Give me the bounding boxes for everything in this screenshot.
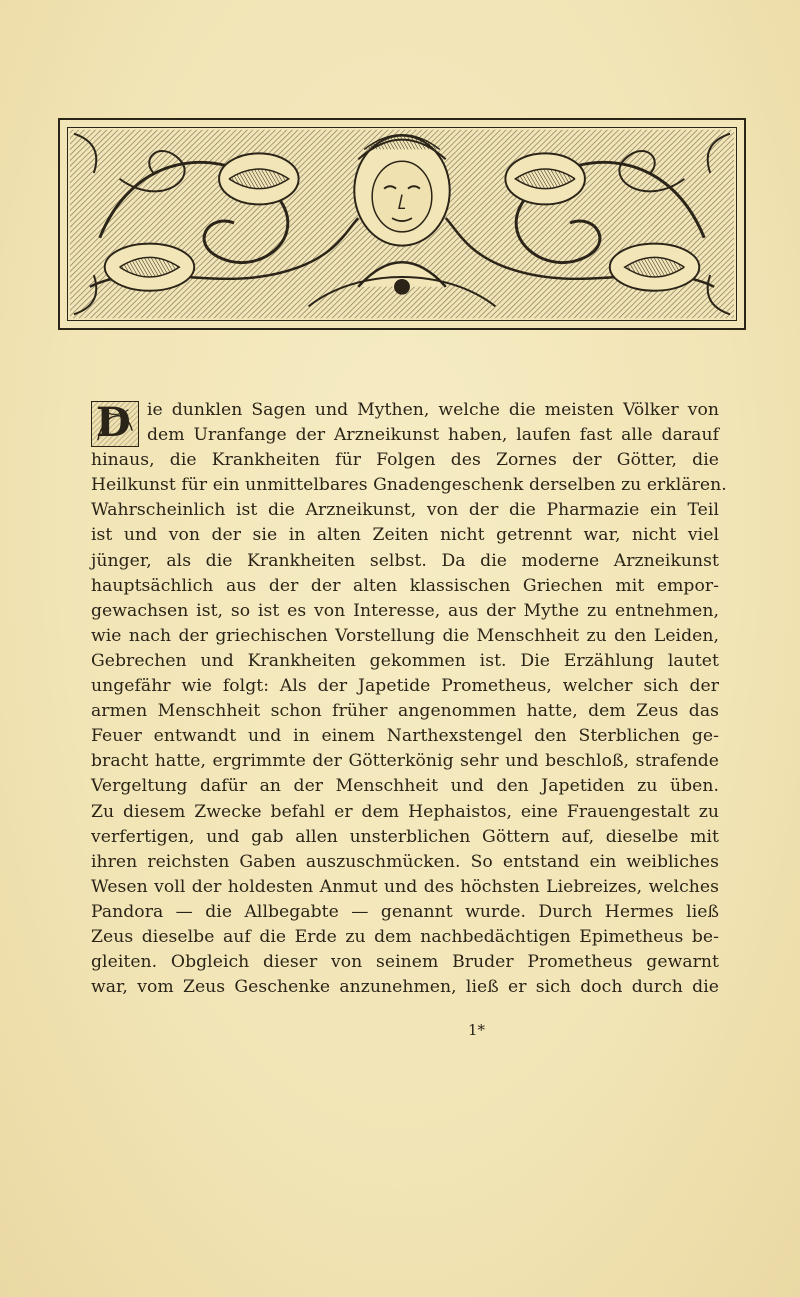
text-line: Gebrechen und Krankheiten gekommen ist. Die Erzählung lautet bbox=[91, 650, 719, 671]
ornamental-header-band bbox=[58, 118, 746, 330]
text-line: Vergeltung dafür an der Menschheit und den Japetiden zu üben. bbox=[91, 776, 719, 797]
text-line: wie nach der griechischen Vorstellung die Menschheit zu den Leiden, bbox=[91, 625, 719, 646]
text-line: Zeus dieselbe auf die Erde zu dem nachbedächtigen Epimetheus be- bbox=[91, 926, 719, 947]
initial-letter: D bbox=[96, 401, 131, 446]
page-signature: 1* bbox=[468, 1021, 486, 1039]
text-line: gewachsen ist, so ist es von Interesse, aus der Mythe zu entnehmen, bbox=[91, 600, 719, 621]
text-line: jünger, als die Krankheiten selbst. Da die moderne Arzneikunst bbox=[91, 550, 719, 571]
text-line: dem Uranfange der Arzneikunst haben, laufen fast alle darauf bbox=[147, 425, 719, 446]
text-line: Wesen voll der holdesten Anmut und des höchsten Liebreizes, welches bbox=[91, 876, 719, 897]
text-line: Heilkunst für ein unmittelbares Gnadengeschenk derselben zu erklären. bbox=[91, 475, 727, 496]
body-text bbox=[91, 398, 727, 1000]
text-line: verfertigen, und gab allen unsterblichen Göttern auf, dieselbe mit bbox=[91, 826, 719, 847]
text-line: Zu diesem Zwecke befahl er dem Hephaistos, eine Frauengestalt zu bbox=[91, 801, 719, 822]
text-line: ungefähr wie folgt: Als der Japetide Prometheus, welcher sich der bbox=[91, 676, 719, 697]
text-line: armen Menschheit schon früher angenommen hatte, dem Zeus das bbox=[91, 701, 719, 722]
text-line: Feuer entwandt und in einem Narthexstengel den Sterblichen ge- bbox=[91, 726, 719, 747]
text-line: hinaus, die Krankheiten für Folgen des Zornes der Götter, die bbox=[91, 450, 719, 471]
text-line: Pandora — die Allbegabte — genannt wurde. Durch Hermes ließ bbox=[91, 901, 719, 922]
text-line: war, vom Zeus Geschenke anzunehmen, ließ er sich doch durch die bbox=[91, 977, 719, 998]
text-line: gleiten. Obgleich dieser von seinem Bruder Prometheus gewarnt bbox=[91, 952, 719, 973]
text-line: ist und von der sie in alten Zeiten nicht getrennt war, nicht viel bbox=[91, 525, 719, 546]
text-line: Wahrscheinlich ist die Arzneikunst, von der die Pharmazie ein Teil bbox=[91, 500, 719, 521]
text-line: hauptsächlich aus der der alten klassischen Griechen mit empor- bbox=[91, 575, 719, 596]
text-line: ie dunklen Sagen und Mythen, welche die meisten Völker von bbox=[147, 400, 719, 420]
text-line: bracht hatte, ergrimmte der Götterkönig sehr und beschloß, strafende bbox=[91, 751, 719, 772]
text-line: ihren reichsten Gaben auszuschmücken. So entstand ein weibliches bbox=[91, 851, 719, 872]
ornament-illustration bbox=[60, 120, 744, 328]
